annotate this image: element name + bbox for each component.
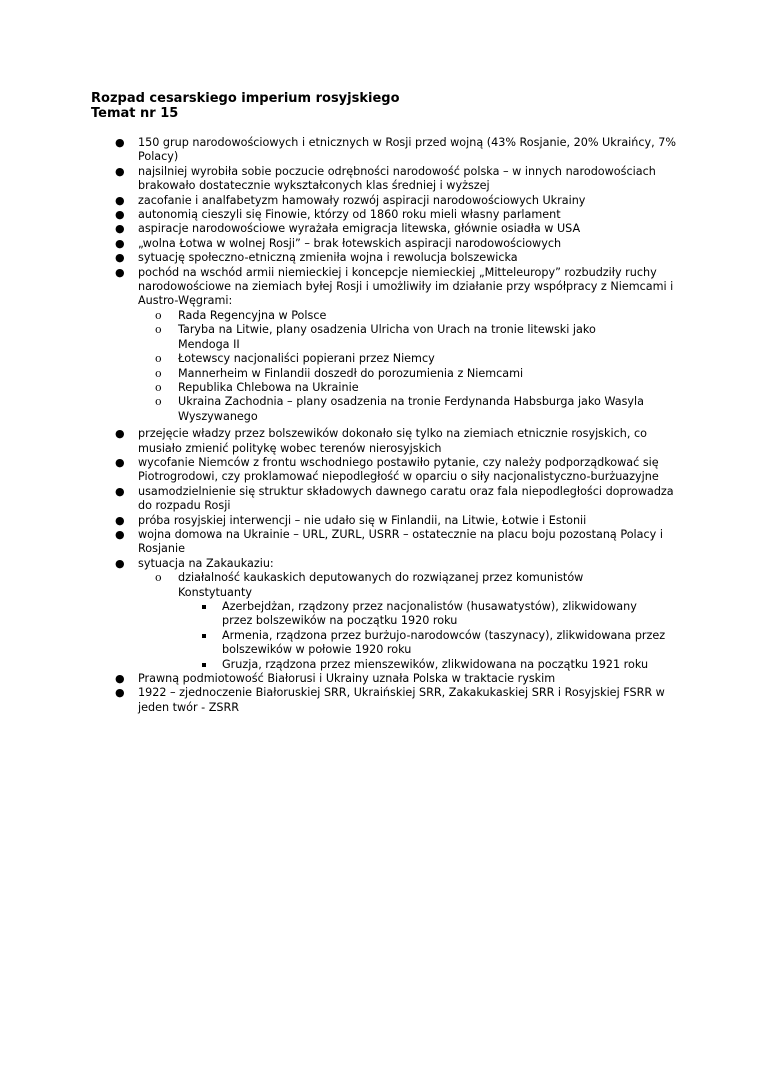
list-item: ● zacofanie i analfabetyzm hamowały rozwój aspiracji narodowościowych Ukrainy xyxy=(115,193,586,207)
list-item: ● przejęcie władzy przez bolszewików dokonało się tylko na ziemiach etnicznie rosyjskich, co musiało zmienić politykę wobec terenów nierosyjskich xyxy=(115,427,647,455)
sub-list-item: o Mannerheim w Finlandii doszedł do porozumienia z Niemcami xyxy=(155,366,524,380)
list-item: ● wojna domowa na Ukrainie – URL, ZURL, USRR – ostatecznie na placu boju pozostaną Polacy i Rosjanie xyxy=(115,527,663,556)
circle-bullet-icon: o xyxy=(155,395,162,409)
sub-sub-list-item: Armenia, rządzona przez burżujo-narodowców (taszynacy), zlikwidowana przez bolszewików w połowie 1920 roku xyxy=(176,629,666,658)
bullet-icon: ● xyxy=(115,527,125,541)
list-item: ● usamodzielnienie się struktur składowych dawnego caratu oraz fala niepodległości doprowadza do rozpadu Rosji xyxy=(115,484,674,513)
bullet-icon: ● xyxy=(115,193,125,207)
list-item: ● 150 grup narodowościowych i etnicznych w Rosji przed wojną (43% Rosjanie, 20% Ukraińcy, 7% Polacy) xyxy=(115,136,677,164)
sub-list xyxy=(134,309,678,424)
list-item: ● autonomią cieszyli się Finowie, którzy od 1860 roku mieli własny parlament xyxy=(115,208,561,222)
bullet-icon: ● xyxy=(115,164,125,178)
document-heading xyxy=(91,91,400,121)
list-item: ● próba rosyjskiej interwencji – nie udało się w Finlandii, na Litwie, Łotwie i Estonii xyxy=(115,513,587,527)
document-subtitle: Temat nr 15 xyxy=(91,106,179,121)
sub-list-item: o Taryba na Litwie, plany osadzenia Ulricha von Urach na tronie litewski jako Mendoga II xyxy=(155,323,596,351)
bullet-icon: ● xyxy=(115,236,125,250)
main-bullet-list xyxy=(0,136,760,715)
bullet-icon: ● xyxy=(115,251,125,265)
list-item: ● sytuację społeczno-etniczną zmieniła wojna i rewolucja bolszewicka xyxy=(115,251,518,265)
list-item: ● wycofanie Niemców z frontu wschodniego postawiło pytanie, czy należy podporządkować się Piotrogrodowi, czy proklamować niepodległość w oparciu o siły nacjonalistyczno-burżuazyjne xyxy=(115,455,659,484)
list-item: ● sytuacja na Zakaukaziu: o działalność kaukaskich deputowanych do rozwiązanej przez komunistów Konstytuanty Azerbejdżan, rządzony przez nacjonalistów (husawatystów), zlikwidowany przez bolszewików na początku 1920 roku Armenia, rządzona przez burżujo-narodowców (taszynacy), zlikwidowana przez bolszewików w połowie 1920 roku Gruzja, rządzona przez mienszewików, zlikwidowana na początku 1921 roku xyxy=(0,557,678,672)
document-title: Rozpad cesarskiego imperium rosyjskiego xyxy=(91,91,400,106)
sub-list-item: o działalność kaukaskich deputowanych do rozwiązanej przez komunistów Konstytuanty Azerbejdżan, rządzony przez nacjonalistów (husawatystów), zlikwidowany przez bolszewików na początku 1920 roku Armenia, rządzona przez burżujo-narodowców (taszynacy), zlikwidowana przez bolszewików w połowie 1920 roku Gruzja, rządzona przez mienszewików, zlikwidowana na początku 1921 roku xyxy=(155,571,666,671)
sub-list-item: o Ukraina Zachodnia – plany osadzenia na tronie Ferdynanda Habsburga jako Wasyla Wyszywanego xyxy=(155,395,644,423)
list-item: ● pochód na wschód armii niemieckiej i koncepcje niemieckiej „Mitteleuropy” rozbudziły ruchy narodowościowe na ziemiach byłej Rosji i umożliwiły im działanie przy współpracy z Niemcami i Austro-Węgrami: o Rada Regencyjna w Polsce o Taryba na Litwie, plany osadzenia Ulricha von Urach na tronie litewski jako Mendoga II o Łotewscy nacjonaliści popierani przez Niemcy o Mannerheim w Finlandii doszedł do porozumienia z Niemcami o Republika Chlebowa na Ukrainie o Ukraina Zachodnia – plany osadzenia na tronie Ferdynanda Habsburga jako Wasyla Wyszywanego xyxy=(0,266,678,424)
circle-bullet-icon: o xyxy=(155,380,162,394)
list-item: ● 1922 – zjednoczenie Białoruskiej SRR, Ukraińskiej SRR, Zakakukaskiej SRR i Rosyjskiej FSRR w jeden twór - ZSRR xyxy=(115,686,665,714)
sub-list-item: o Rada Regencyjna w Polsce xyxy=(155,308,327,322)
bullet-icon: ● xyxy=(115,136,125,149)
circle-bullet-icon: o xyxy=(155,352,162,366)
list-item: ● aspiracje narodowościowe wyrażała emigracja litewska, głównie osiadła w USA xyxy=(115,222,581,236)
bullet-icon: ● xyxy=(115,208,125,222)
circle-bullet-icon: o xyxy=(155,366,162,380)
bullet-icon: ● xyxy=(115,484,125,498)
bullet-icon: ● xyxy=(115,265,125,279)
sub-list xyxy=(134,571,678,672)
circle-bullet-icon: o xyxy=(155,308,162,322)
bullet-icon: ● xyxy=(115,455,125,469)
list-item: ● Prawną podmiotowość Białorusi i Ukrainy uznała Polska w traktacie ryskim xyxy=(115,672,556,686)
square-bullet-icon xyxy=(202,663,206,667)
bullet-icon: ● xyxy=(115,686,125,700)
sub-sub-list xyxy=(176,600,666,672)
circle-bullet-icon: o xyxy=(155,323,162,337)
list-item: ● „wolna Łotwa w wolnej Rosji” – brak łotewskich aspiracji narodowościowych xyxy=(115,236,562,250)
bullet-icon: ● xyxy=(115,222,125,236)
list-item: ● najsilniej wyrobiła sobie poczucie odrębności narodowość polska – w innych narodowościach brakowało dostatecznie wykształconych klas średniej i wyższej xyxy=(115,164,656,193)
bullet-icon: ● xyxy=(115,427,125,441)
sub-list-item: o Republika Chlebowa na Ukrainie xyxy=(155,380,359,394)
sub-sub-list-item: Gruzja, rządzona przez mienszewików, zlikwidowana na początku 1921 roku xyxy=(176,658,666,672)
circle-bullet-icon: o xyxy=(155,571,162,585)
square-bullet-icon xyxy=(202,634,206,638)
bullet-icon: ● xyxy=(115,513,125,527)
square-bullet-icon xyxy=(202,605,206,609)
sub-list-item: o Łotewscy nacjonaliści popierani przez Niemcy xyxy=(155,352,435,366)
bullet-icon: ● xyxy=(115,672,125,686)
bullet-icon: ● xyxy=(115,556,125,570)
sub-sub-list-item: Azerbejdżan, rządzony przez nacjonalistów (husawatystów), zlikwidowany przez bolszewików na początku 1920 roku xyxy=(176,600,666,629)
